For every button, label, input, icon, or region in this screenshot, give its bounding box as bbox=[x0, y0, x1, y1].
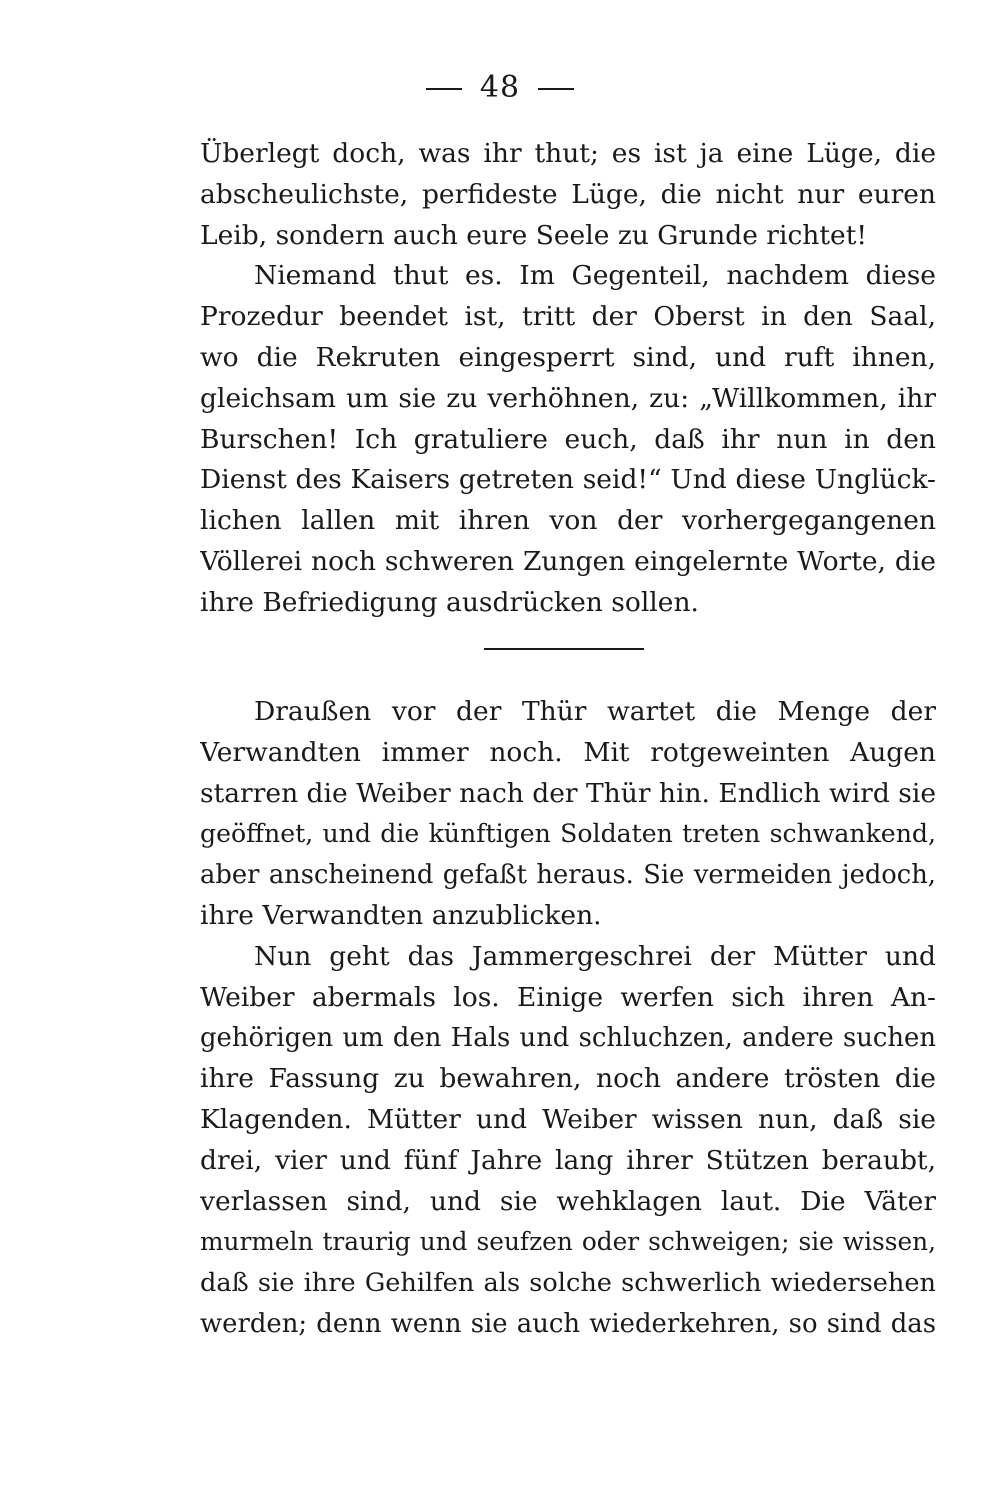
page-number-value: 48 bbox=[479, 70, 521, 105]
page-number bbox=[0, 70, 1000, 105]
text-line: daß sie ihre Gehilfen als solche schwerlich wiedersehen bbox=[200, 1268, 936, 1299]
text-line: drei, vier und fünf Jahre lang ihrer Stützen beraubt, bbox=[200, 1144, 936, 1176]
text-line: lichen lallen mit ihren von der vorhergegangenen bbox=[200, 505, 936, 537]
text-block-top bbox=[200, 134, 936, 624]
text-line: Verwandten immer noch. Mit rotgeweinten Augen bbox=[200, 736, 936, 768]
text-line: gehörigen um den Hals und schluchzen, andere suchen bbox=[200, 1023, 936, 1054]
text-line: Draußen vor der Thür wartet die Menge der bbox=[254, 696, 936, 727]
text-line: Burschen! Ich gratuliere euch, daß ihr nun in den bbox=[200, 423, 936, 455]
section-divider bbox=[484, 648, 644, 650]
text-line: verlassen sind, und sie wehklagen laut. Die Väter bbox=[200, 1185, 936, 1217]
text-line: ihre Befriedigung ausdrücken sollen. bbox=[200, 586, 699, 618]
text-line: Klagenden. Mütter und Weiber wissen nun, daß sie bbox=[200, 1103, 936, 1135]
text-line: starren die Weiber nach der Thür hin. Endlich wird sie bbox=[200, 777, 936, 809]
text-line: murmeln traurig und seufzen oder schweigen; sie wissen, bbox=[200, 1227, 936, 1257]
text-line: wo die Rekruten eingesperrt sind, und ruft ihnen, bbox=[200, 341, 936, 373]
text-line: abscheulichste, perfideste Lüge, die nicht nur euren bbox=[200, 178, 936, 210]
text-line: Weiber abermals los. Einige werfen sich ihren An- bbox=[200, 981, 936, 1013]
text-line: Prozedur beendet ist, tritt der Oberst in den Saal, bbox=[200, 301, 936, 333]
text-block-bottom bbox=[200, 692, 936, 1345]
paragraph-1 bbox=[200, 134, 936, 256]
text-line: aber anscheinend gefaßt heraus. Sie vermeiden jedoch, bbox=[200, 860, 936, 891]
paragraph-2 bbox=[200, 256, 936, 623]
text-line: Nun geht das Jammergeschrei der Mütter und bbox=[254, 940, 936, 972]
text-line: ihre Verwandten anzublicken. bbox=[200, 899, 602, 931]
text-line: Leib, sondern auch eure Seele zu Grunde richtet! bbox=[200, 219, 867, 251]
text-line: Niemand thut es. Im Gegenteil, nachdem diese bbox=[254, 260, 936, 292]
text-line: gleichsam um sie zu verhöhnen, zu: „Willkommen, ihr bbox=[200, 382, 936, 414]
page-number-dash-right bbox=[538, 88, 574, 90]
text-line: geöffnet, und die künftigen Soldaten treten schwankend, bbox=[200, 819, 936, 849]
text-line: werden; denn wenn sie auch wiederkehren, so sind das bbox=[200, 1308, 936, 1339]
text-line: ihre Fassung zu bewahren, noch andere trösten die bbox=[200, 1063, 936, 1095]
text-line: Dienst des Kaisers getreten seid!“ Und diese Unglück- bbox=[200, 464, 936, 496]
page-number-dash-left bbox=[426, 88, 462, 90]
paragraph-3 bbox=[200, 692, 936, 937]
text-line: Überlegt doch, was ihr thut; es ist ja eine Lüge, die bbox=[200, 138, 936, 169]
text-line: Völlerei noch schweren Zungen eingelernte Worte, die bbox=[200, 545, 936, 577]
paragraph-4 bbox=[200, 937, 936, 1345]
